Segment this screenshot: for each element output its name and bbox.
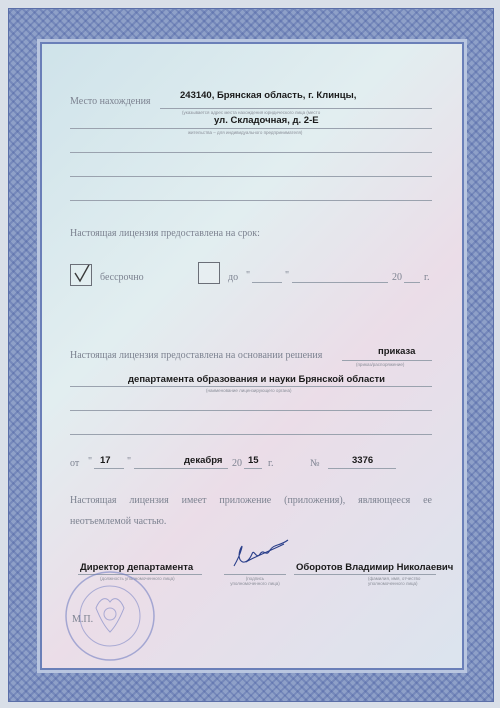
indefinite-checkbox: [70, 264, 92, 286]
blank-line: [70, 410, 432, 411]
address-line-1: [160, 108, 432, 109]
signatory-position: Директор департамента: [80, 562, 194, 573]
name-hint: (фамилия, имя, отчество уполномоченного лица): [368, 576, 421, 586]
checkmark-icon: [71, 265, 91, 285]
address-value-2: ул. Складочная, д. 2-Е: [214, 115, 319, 126]
doc-type-value: приказа: [378, 346, 416, 357]
signatory-name: Оборотов Владимир Николаевич: [296, 562, 454, 573]
until-year-line: [404, 282, 420, 283]
order-year-prefix: 20: [232, 458, 242, 469]
until-checkbox: [198, 262, 220, 284]
indefinite-label: бессрочно: [100, 272, 144, 283]
until-year-suffix: г.: [424, 272, 430, 283]
order-year-suffix: г.: [268, 458, 274, 469]
doc-type-hint: (приказ/распоряжение): [356, 362, 405, 367]
address-label: Место нахождения: [70, 96, 151, 107]
basis-label: Настоящая лицензия предоставлена на основании решения: [70, 350, 323, 361]
order-quote-open: ": [88, 456, 93, 467]
until-quote-close: ": [285, 270, 290, 281]
until-quote-open: ": [246, 270, 251, 281]
name-line: [294, 574, 436, 575]
address-line-2: [70, 128, 432, 129]
blank-line: [70, 434, 432, 435]
term-label: Настоящая лицензия предоставлена на срок:: [70, 228, 260, 239]
order-month: декабря: [184, 455, 223, 466]
appendix-text: Настоящая лицензия имеет приложение (приложения), являющееся ее неотъемлемой частью.: [70, 495, 432, 527]
sign-hint: (подпись уполномоченного лица): [230, 576, 280, 586]
order-day: 17: [100, 455, 111, 466]
address-hint-2: жительства – для индивидуального предпринимателя): [188, 130, 303, 135]
sign-line: [224, 574, 286, 575]
blank-line: [70, 200, 432, 201]
order-year-line: [244, 468, 262, 469]
until-month-line: [292, 282, 388, 283]
until-label: до: [228, 272, 239, 283]
order-from-label: от: [70, 458, 80, 469]
order-number-line: [328, 468, 396, 469]
blank-line: [70, 176, 432, 177]
authority-line: [70, 386, 432, 387]
stamp-place-label: М.П.: [72, 614, 94, 625]
order-month-line: [134, 468, 228, 469]
order-year: 15: [248, 455, 259, 466]
order-number-label: №: [310, 458, 320, 469]
authority-hint: (наименование лицензирующего органа): [206, 388, 292, 393]
order-number: 3376: [352, 455, 374, 466]
until-day-line: [252, 282, 282, 283]
authority-value: департамента образования и науки Брянской области: [128, 374, 386, 385]
official-seal-icon: [62, 568, 158, 664]
address-hint-1: (указывается адрес места нахождения юридического лица (место: [182, 110, 321, 115]
signature-icon: [224, 532, 294, 576]
doc-type-line: [342, 360, 432, 361]
order-day-line: [94, 468, 124, 469]
order-quote-close: ": [127, 456, 132, 467]
address-value-1: 243140, Брянская область, г. Клинцы,: [180, 90, 357, 101]
position-hint: (должность уполномоченного лица): [100, 576, 175, 581]
until-year-prefix: 20: [392, 272, 402, 283]
blank-line: [70, 152, 432, 153]
